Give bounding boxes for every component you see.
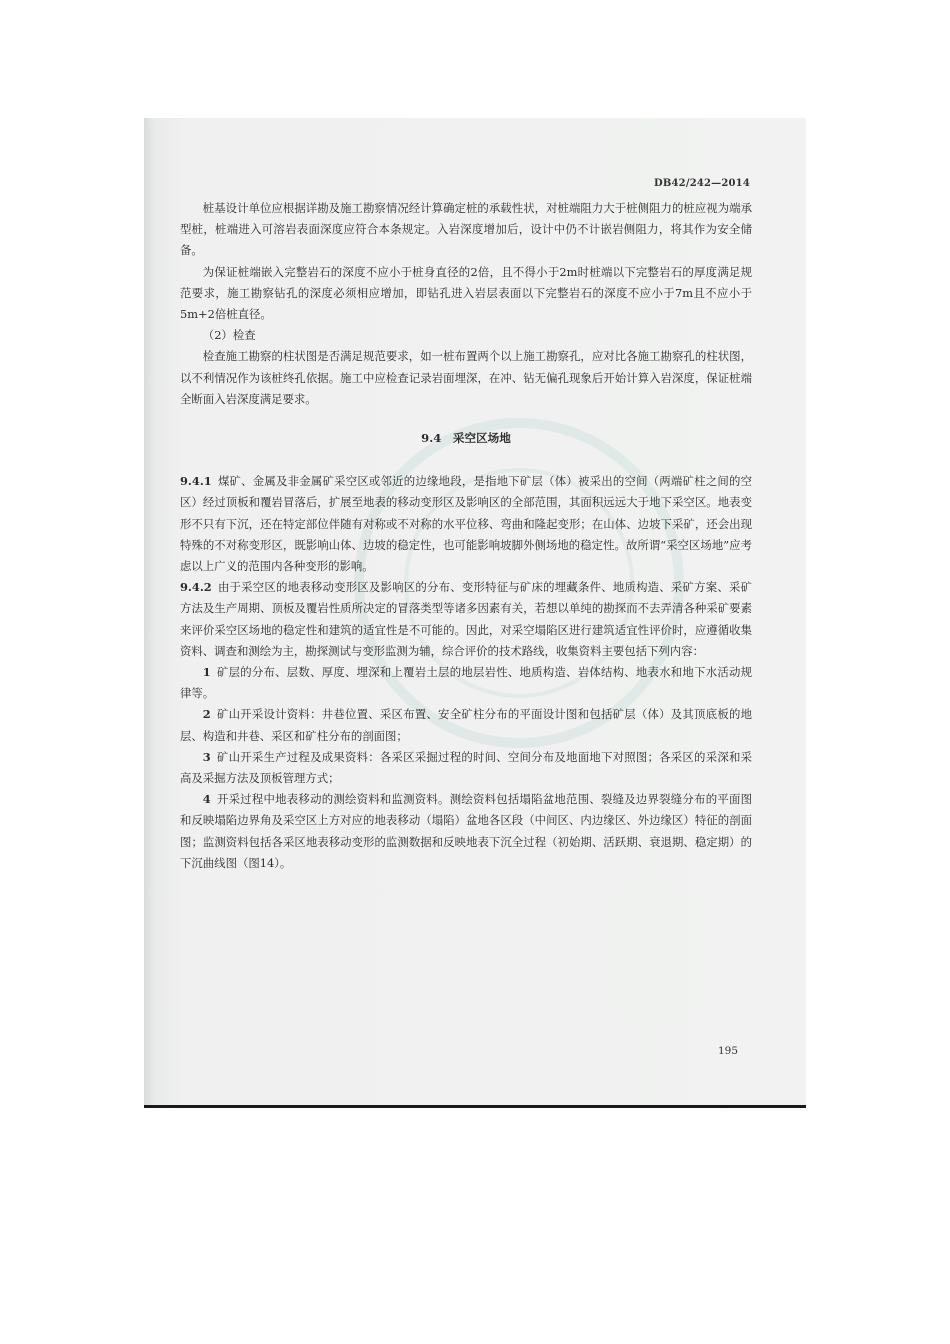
clause-9-4-2 xyxy=(180,577,752,662)
standard-code: DB42/242—2014 xyxy=(654,178,750,189)
list-item xyxy=(180,789,752,874)
item-text: 矿层的分布、层数、厚度、埋深和上覆岩土层的地层岩性、地质构造、岩体结构、地表水和地下水活动规律等。 xyxy=(180,665,752,701)
subheading-inspection: （2）检查 xyxy=(202,328,256,343)
scanned-page xyxy=(144,118,806,1108)
item-text: 矿山开采设计资料：井巷位置、采区布置、安全矿柱分布的平面设计图和包括矿层（体）及其顶底板的地层、构造和井巷、采区和矿柱分布的剖面图； xyxy=(180,707,752,743)
paragraph-pile-design: 桩基设计单位应根据详勘及施工勘察情况经计算确定桩的承载性状，对桩端阻力大于桩侧阻力的桩应视为端承型桩，桩端进入可溶岩表面深度应符合本条规定。入岩深度增加后，设计中仍不计嵌岩侧阻力，将其作为安全储备。 xyxy=(180,201,752,258)
paragraph-inspection: 检查施工勘察的柱状图是否满足规范要求，如一桩布置两个以上施工勘察孔，应对比各施工勘察孔的柱状图，以不利情况作为该桩终孔依据。施工中应检查记录岩面埋深，在冲、钻无偏孔现象后开始计算入岩深度，保证桩端全断面入岩深度满足要求。 xyxy=(180,349,752,406)
clause-number: 9.4.1 xyxy=(180,474,212,489)
clause-9-4-1 xyxy=(180,471,752,577)
item-number: 1 xyxy=(202,665,211,680)
list-item xyxy=(180,662,752,704)
item-text: 矿山开采生产过程及成果资料：各采区采掘过程的时间、空间分布及地面地下对照图；各采区的采深和采高及采掘方法及顶板管理方式； xyxy=(180,749,752,786)
clause-number: 9.4.2 xyxy=(180,580,212,595)
item-number: 2 xyxy=(202,707,211,722)
clause-text: 由于采空区的地表移动变形区及影响区的分布、变形特征与矿床的埋藏条件、地质构造、采矿方案、采矿方法及生产周期、顶板及覆岩性质所决定的冒落类型等诸多因素有关，若想以单纯的勘探而不去弄清各种采矿要素来评价采空区场地的稳定性和建筑的适宜性是不可能的。因此，对采空塌陷区进行建筑适宜性评价时，应遵循收集资料、调查和测绘为主，勘探测试与变形监测为辅，综合评价的技术路线，收集资料主要包括下列内容： xyxy=(180,580,752,658)
clause-text: 煤矿、金属及非金属矿采空区或邻近的边缘地段，是指地下矿层（体）被采出的空间（两端矿柱之间的空区）经过顶板和覆岩冒落后，扩展至地表的移动变形区及影响区的全部范围，其面积远远大于地下采空区。地表变形不只有下沉，还在特定部位伴随有对称或不对称的水平位移、弯曲和隆起变形；在山体、边坡下采矿，还会出现特殊的不对称变形区，既影响山体、边坡的稳定性，也可能影响坡脚外侧场地的稳定性。故所谓“采空区场地”应考虑以上广义的范围内各种变形的影响。 xyxy=(180,474,752,574)
section-title: 9.4 采空区场地 xyxy=(421,431,511,446)
page-body xyxy=(180,198,752,874)
list-item xyxy=(180,747,752,789)
item-text: 开采过程中地表移动的测绘资料和监测资料。测绘资料包括塌陷盆地范围、裂缝及边界裂缝分布的平面图和反映塌陷边界角及采空区上方对应的地表移动（塌陷）盆地各区段（中间区、内边缘区、外边缘区）特征的剖面图；监测资料包括各采区地表移动变形的监测数据和反映地表下沉全过程（初始期、活跃期、衰退期、稳定期）的下沉曲线图（图14）。 xyxy=(180,792,752,870)
list-item xyxy=(180,704,752,746)
page-number: 195 xyxy=(717,1045,738,1057)
item-number: 3 xyxy=(202,749,211,764)
item-number: 4 xyxy=(202,792,211,807)
paragraph-rock-depth: 为保证桩端嵌入完整岩石的深度不应小于桩身直径的2倍，且不得小于2m时桩端以下完整岩石的厚度满足规范要求，施工勘察钻孔的深度必须相应增加，即钻孔进入岩层表面以下完整岩石的深度不应小于7m且不应小于5m+2倍桩直径。 xyxy=(180,264,752,322)
